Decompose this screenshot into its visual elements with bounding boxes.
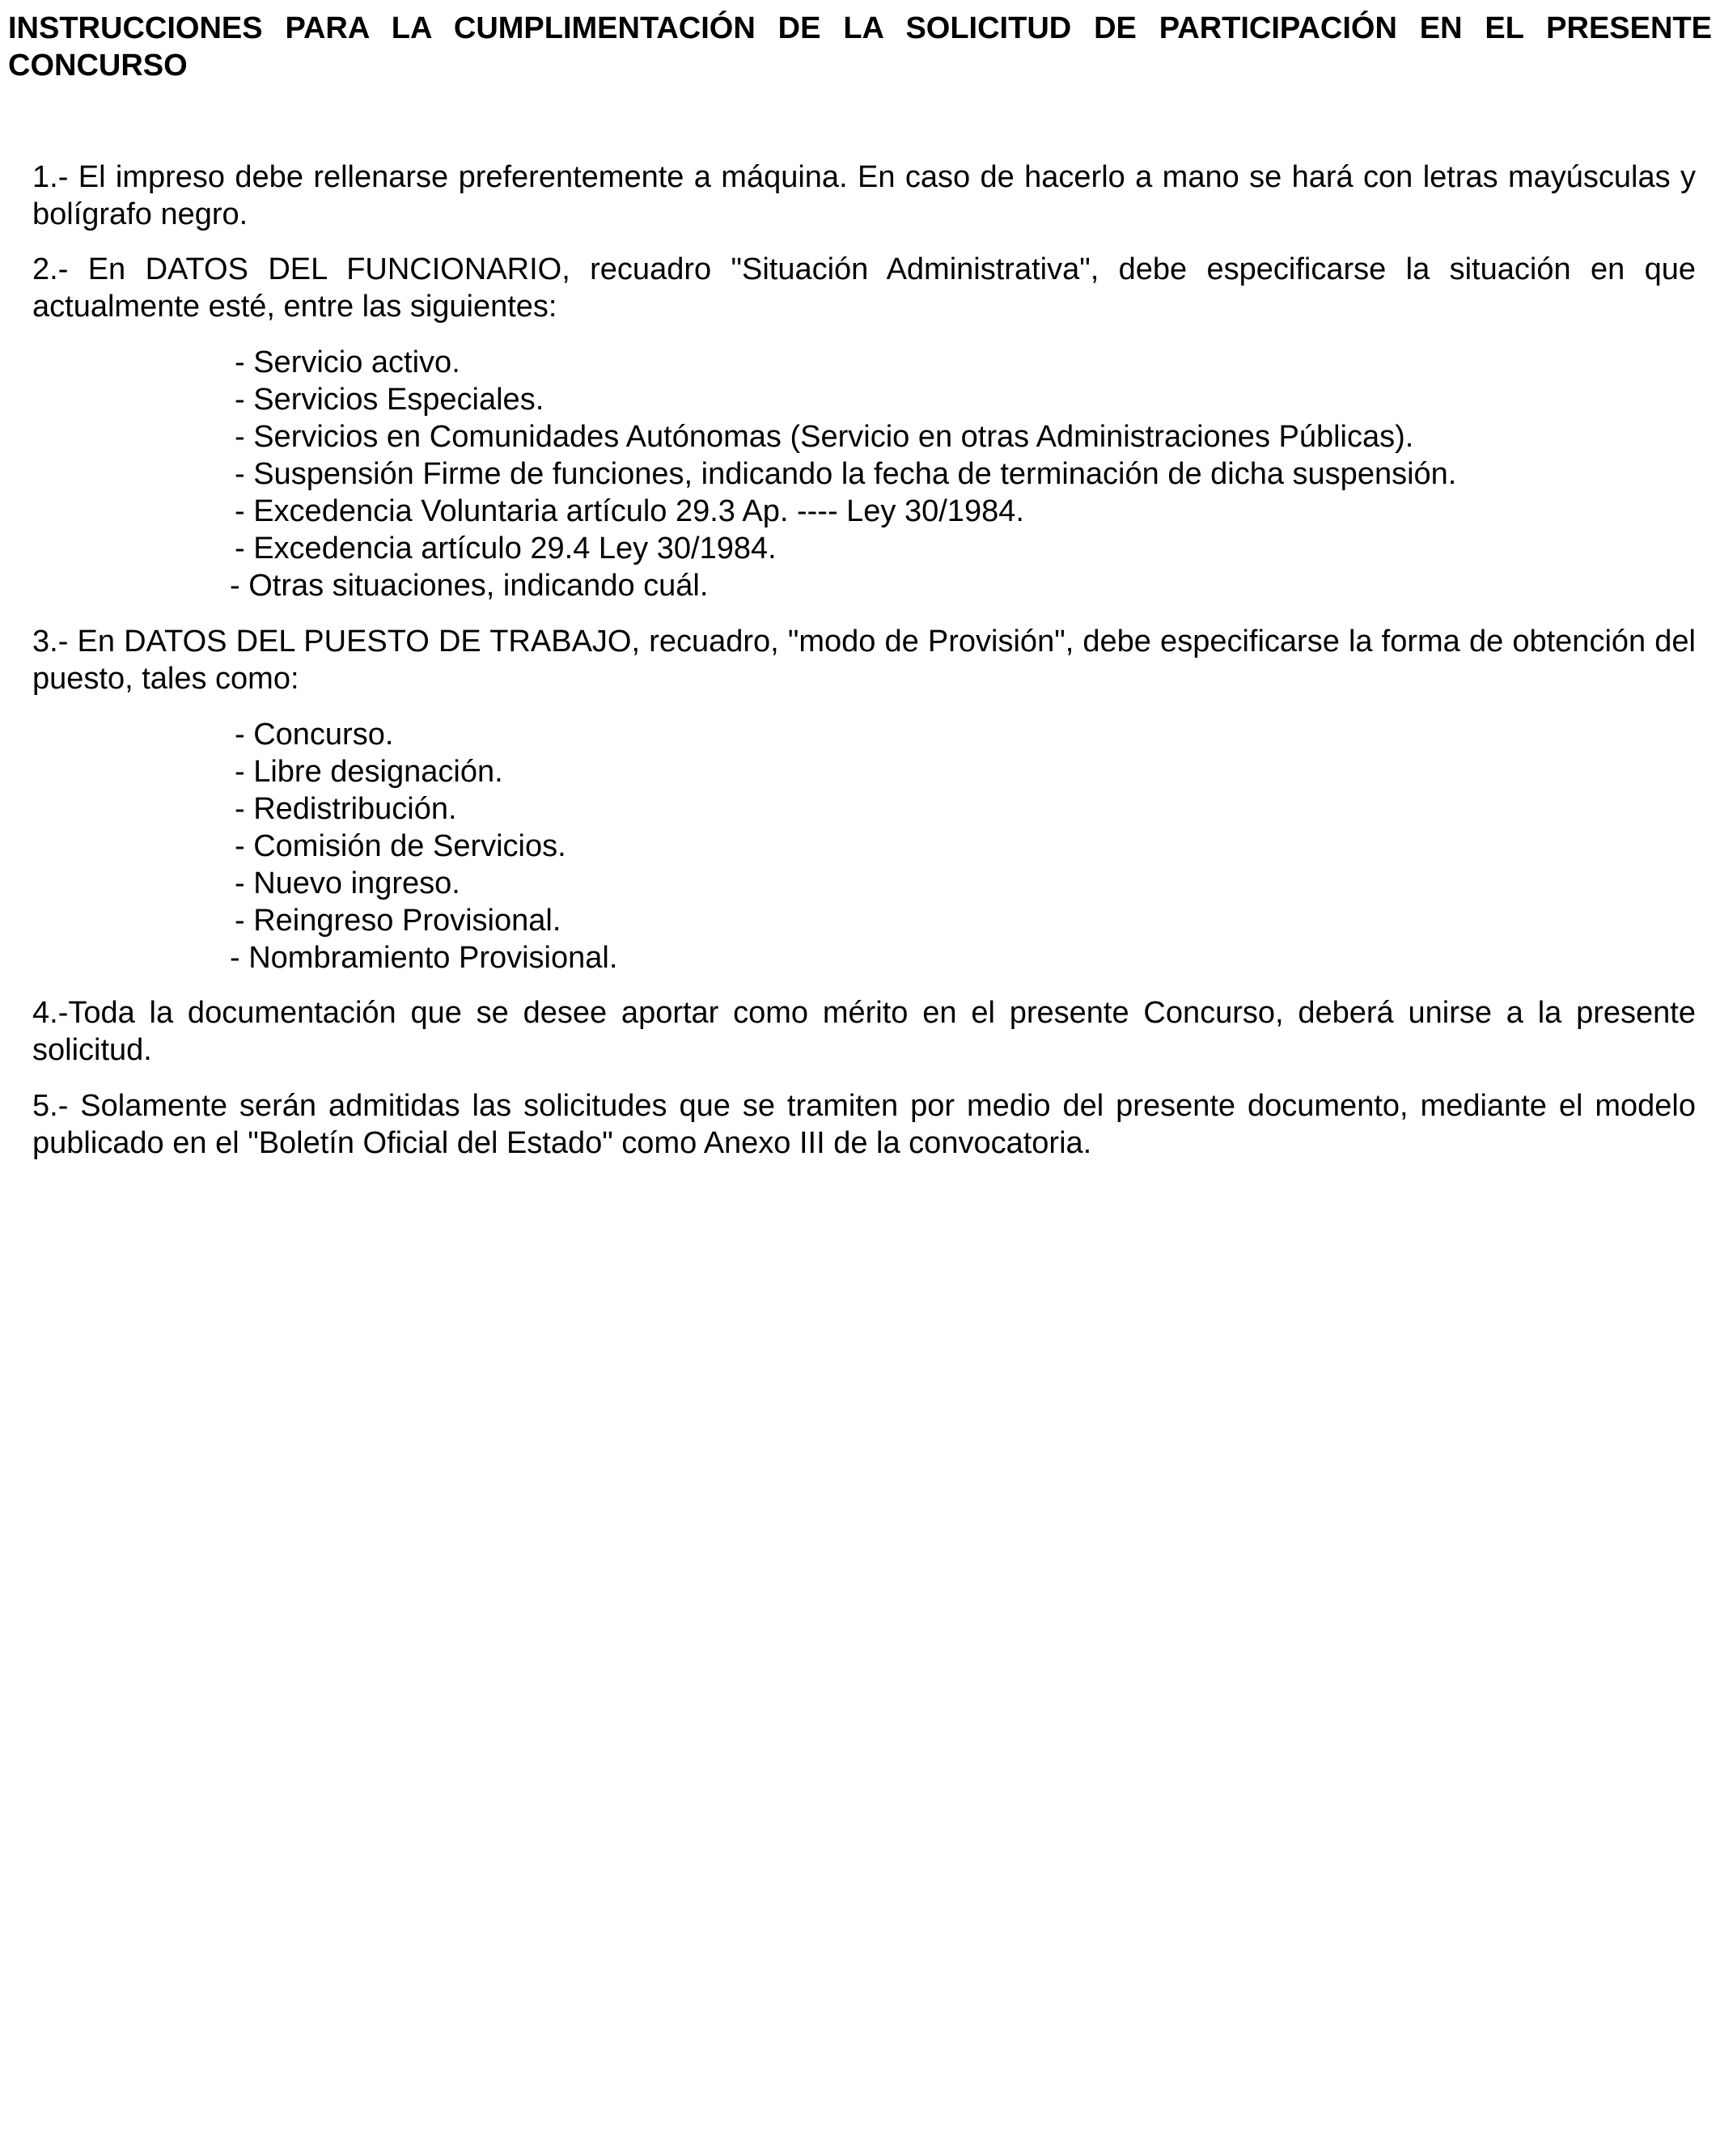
list-item: - Nombramiento Provisional. [230,941,618,975]
instruction-2: 2.- En DATOS DEL FUNCIONARIO, recuadro "Situación Administrativa", debe especificarse la situación en que actualmente esté, entre las siguientes: [32,252,1696,324]
instruction-4: 4.-Toda la documentación que se desee aportar como mérito en el presente Concurso, deberá unirse a la presente solicitud. [32,996,1696,1067]
list-item: - Redistribución. [235,792,457,826]
list-item: - Nuevo ingreso. [235,866,460,900]
list-item: - Concurso. [235,718,394,752]
list-item: - Otras situaciones, indicando cuál. [230,569,709,603]
page-title: INSTRUCCIONES PARA LA CUMPLIMENTACIÓN DE LA SOLICITUD DE PARTICIPACIÓN EN EL PRESENTE CONCURSO [8,11,1712,83]
list-item: - Servicios Especiales. [235,383,544,417]
situacion-administrativa-list [230,344,1457,604]
instruction-5: 5.- Solamente serán admitidas las solicitudes que se tramiten por medio del presente documento, mediante el modelo publicado en el "Boletín Oficial del Estado" como Anexo III de la convocatoria. [32,1089,1696,1160]
list-item: - Servicio activo. [235,345,460,379]
list-item: - Reingreso Provisional. [235,904,561,938]
instruction-1: 1.- El impreso debe rellenarse preferentemente a máquina. En caso de hacerlo a mano se hará con letras mayúsculas y bolígrafo negro. [32,160,1696,231]
modo-provision-list [230,716,618,976]
list-item: - Servicios en Comunidades Autónomas (Servicio en otras Administraciones Públicas). [235,420,1414,454]
list-item: - Suspensión Firme de funciones, indicando la fecha de terminación de dicha suspensión. [235,457,1457,491]
list-item: - Excedencia artículo 29.4 Ley 30/1984. [235,532,777,565]
list-item: - Comisión de Servicios. [235,829,566,863]
list-item: - Libre designación. [235,755,503,789]
list-item: - Excedencia Voluntaria artículo 29.3 Ap. ---- Ley 30/1984. [235,494,1024,528]
instruction-3: 3.- En DATOS DEL PUESTO DE TRABAJO, recuadro, "modo de Provisión", debe especificarse la forma de obtención del puesto, tales como: [32,625,1696,696]
